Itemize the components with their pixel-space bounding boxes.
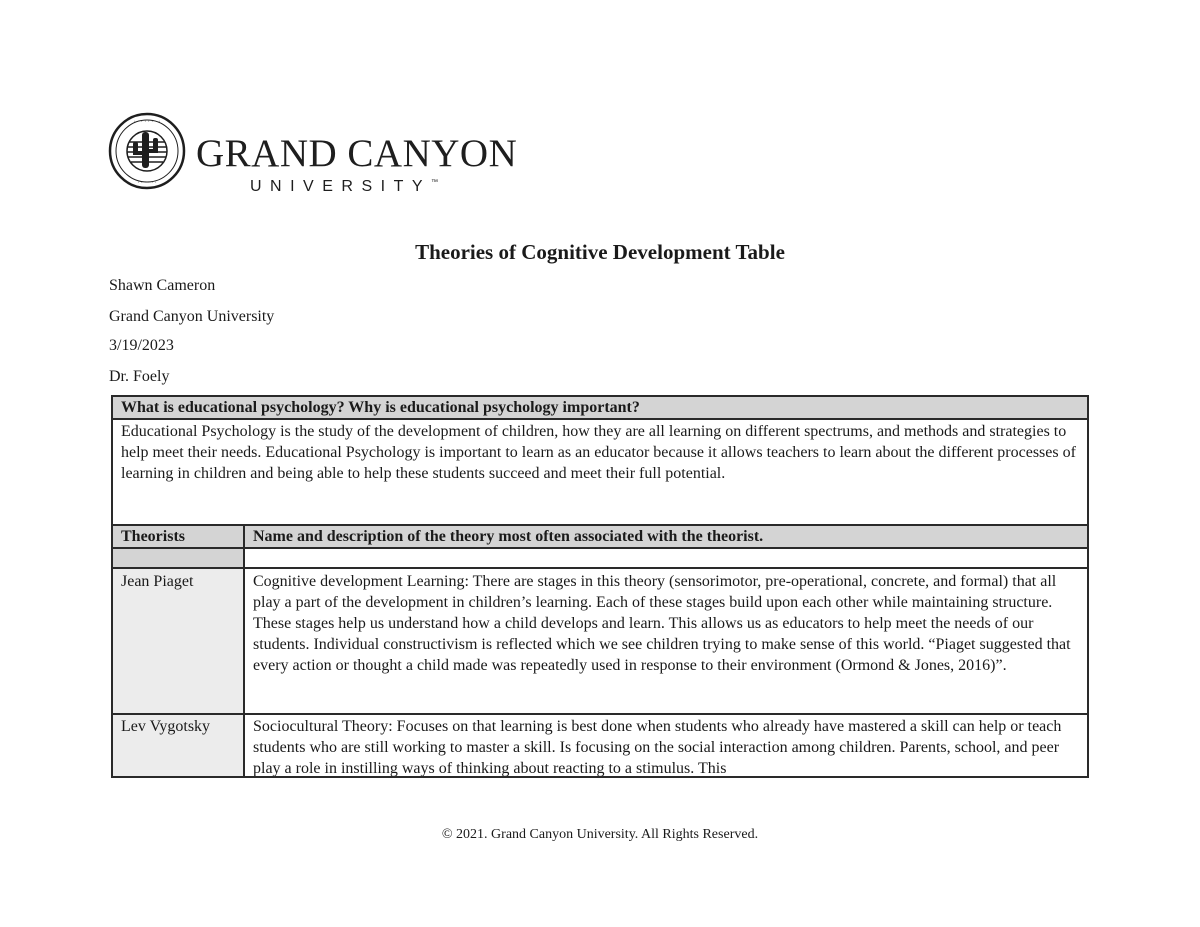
question-header-row [112,396,1088,419]
trademark-symbol: ™ [431,179,439,186]
question-header: What is educational psychology? Why is educational psychology important? [112,396,1088,419]
column-header-description: Name and description of the theory most often associated with the theorist. [244,525,1088,548]
answer-cell: Educational Psychology is the study of the development of children, how they are all learning on different spectrums, and methods and strategies to help meet their needs. Educational Psychology is important to learn as an educator because it allows teachers to learn about the different processes of learning in children and being able to help these students succeed and meet their full potential. [112,419,1088,525]
instructor-name: Dr. Foely [109,368,170,385]
copyright-footer: © 2021. Grand Canyon University. All Rights Reserved. [441,827,759,842]
cognitive-theories-table [111,395,1089,778]
svg-text:· · · · · ·: · · · · · · [137,180,157,186]
document-date: 3/19/2023 [109,337,174,354]
logo-subtitle-text: UNIVERSITY [250,178,432,195]
table-row [112,568,1088,714]
empty-cell [112,548,244,568]
university-logo [108,108,518,196]
empty-cell [244,548,1088,568]
column-header-row [112,525,1088,548]
seal-text: · · · · · · · · [133,119,161,125]
theory-description-text: Sociocultural Theory: Focuses on that learning is best done when students who already have mastered a skill can help or teach students who are still working to master a skill. Is focusing on the social interaction among children. Parents, school, and peer play a role in instilling ways of thinking about reacting to a stimulus. This [253,718,1062,776]
logo-wordmark: GRAND CANYON [196,132,518,175]
column-header-theorists: Theorists [112,525,244,548]
university-seal-icon [108,108,186,194]
theorist-cell: Lev Vygotsky [112,714,244,777]
answer-row [112,419,1088,525]
institution-name: Grand Canyon University [109,308,275,325]
logo-subtitle [250,179,438,195]
theorist-cell: Jean Piaget [112,568,244,714]
empty-row [112,548,1088,568]
document-title: Theories of Cognitive Development Table [415,240,785,264]
table-row [112,714,1088,777]
theory-description-cell [244,714,1088,777]
theory-description-cell: Cognitive development Learning: There are stages in this theory (sensorimotor, pre-operational, concrete, and formal) that all play a part of the development in children’s learning. Each of these stages build upon each other while maintaining structure. These stages help us understand how a child develops and learn. This allows us as educators to help meet the needs of our students. Individual constructivism is reflected which we see children trying to make sense of this world. “Piaget suggested that every action or thought a child made was repeatedly used in response to their environment (Ormond & Jones, 2016)”. [244,568,1088,714]
author-name: Shawn Cameron [109,277,216,294]
